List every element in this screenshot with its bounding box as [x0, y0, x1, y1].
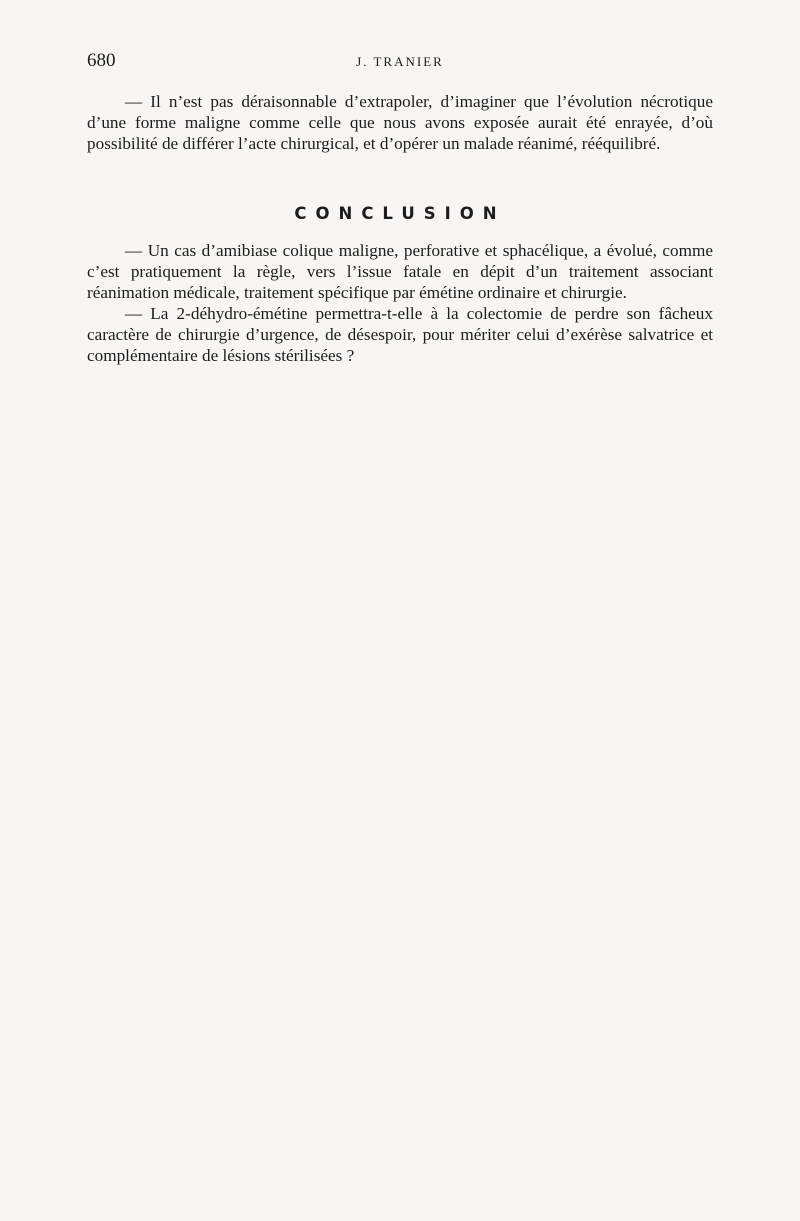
page-number: 680	[87, 50, 116, 71]
conclusion-paragraph-2: — La 2-déhydro-émétine permettra-t-elle à la colectomie de perdre son fâcheux caractère de chirurgie d’urgence, de désespoir, pour mériter celui d’exérèse salvatrice et complémentaire de lésions stérilisées ?	[87, 304, 713, 365]
conclusion-text-block	[87, 240, 713, 366]
conclusion-paragraph-1: — Un cas d’amibiase colique maligne, perforative et sphacélique, a évolué, comme c’est pratiquement la règle, vers l’issue fatale en dépit d’un traitement associant réanimation médicale, traitement spécifique par émétine ordinaire et chirurgie.	[87, 241, 713, 302]
intro-text-block	[87, 91, 713, 154]
conclusion-heading: CONCLUSION	[294, 204, 506, 223]
intro-paragraph: — Il n’est pas déraisonnable d’extrapoler, d’imaginer que l’évolution nécrotique d’une forme maligne comme celle que nous avons exposée aurait été enrayée, d’où possibilité de différer l’acte chirurgical, et d’opérer un malade réanimé, rééquilibré.	[87, 92, 713, 153]
running-header	[87, 50, 713, 74]
author-name: J. TRANIER	[356, 54, 444, 69]
